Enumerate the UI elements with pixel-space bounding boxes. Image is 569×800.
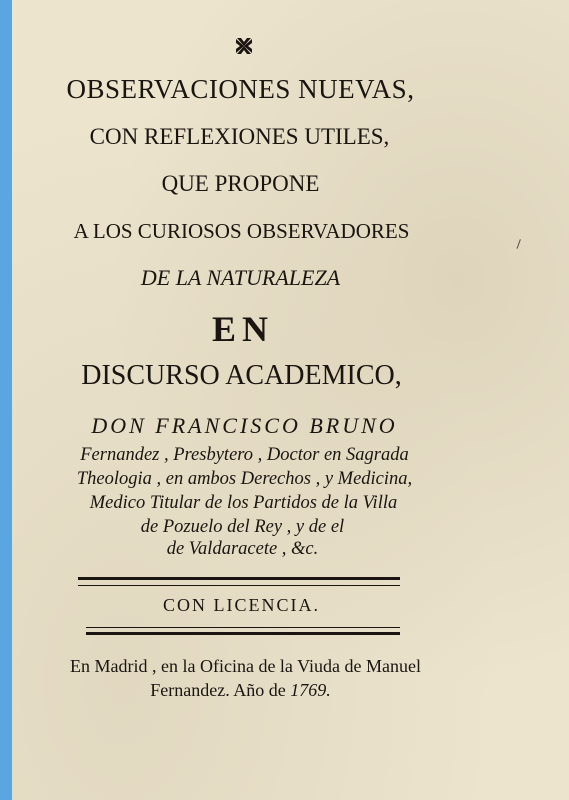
imprint-line-1: En Madrid , en la Oficina de la Viuda de Manuel [70, 656, 421, 676]
author-line-1: Fernandez , Presbytero , Doctor en Sagrada [80, 445, 409, 465]
author-line-4: de Pozuelo del Rey , y de el [140, 517, 345, 537]
author-line-3: Medico Titular de los Partidos de la Villa [89, 493, 398, 513]
title-line-5: DE LA NATURALEZA [140, 265, 341, 290]
divider-thick-bottom [86, 632, 400, 635]
author-line-2: Theologia , en ambos Derechos , y Medicina, [76, 469, 413, 489]
imprint-line-2 [108, 680, 373, 701]
title-line-2: CON REFLEXIONES UTILES, [89, 124, 390, 149]
author-name: DON FRANCISCO BRUNO [91, 413, 398, 438]
book-title-page [12, 0, 569, 800]
license-line: CON LICENCIA. [163, 595, 320, 615]
author-line-5: de Valdaracete , &c. [166, 539, 319, 559]
divider-thin-top [78, 585, 400, 586]
title-line-7: DISCURSO ACADEMICO, [81, 360, 402, 391]
divider-thin-bottom [86, 627, 400, 628]
title-line-1: OBSERVACIONES NUEVAS, [66, 74, 415, 104]
maltese-cross-icon [234, 36, 254, 56]
title-line-6: EN [212, 309, 275, 349]
ink-mark [517, 239, 527, 251]
title-line-4: A LOS CURIOSOS OBSERVADORES [73, 219, 410, 243]
divider-thick-top [78, 577, 400, 580]
title-line-3: QUE PROPONE [161, 171, 320, 196]
imprint-text: Fernandez. Año de [150, 680, 286, 700]
imprint-year: 1769. [290, 680, 331, 700]
